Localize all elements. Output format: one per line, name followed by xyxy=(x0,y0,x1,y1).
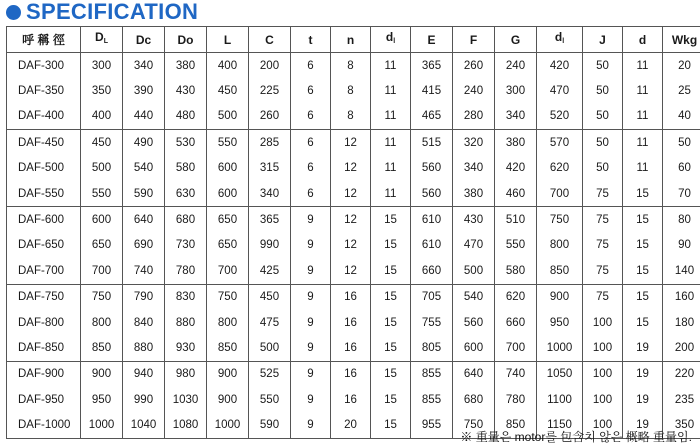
table-cell: 850 xyxy=(495,412,537,438)
table-cell: 470 xyxy=(537,78,583,103)
table-cell: 600 xyxy=(453,335,495,361)
table-cell: 620 xyxy=(495,284,537,310)
column-header xyxy=(331,27,371,53)
model-name-cell: DAF-350 xyxy=(7,78,81,103)
table-cell: 19 xyxy=(623,387,663,412)
table-cell: 420 xyxy=(537,53,583,79)
table-cell: 755 xyxy=(411,310,453,335)
table-row xyxy=(7,361,700,387)
table-cell: 1000 xyxy=(207,412,249,438)
table-cell: 15 xyxy=(371,387,411,412)
table-cell: 580 xyxy=(495,258,537,284)
column-header-label: F xyxy=(469,32,478,47)
table-cell: 60 xyxy=(663,156,700,181)
table-cell: 700 xyxy=(81,258,123,284)
table-cell: 550 xyxy=(495,233,537,258)
column-header xyxy=(583,27,623,53)
table-cell: 850 xyxy=(207,335,249,361)
table-cell: 9 xyxy=(291,412,331,438)
table-cell: 590 xyxy=(123,181,165,207)
column-header-subscript: l xyxy=(393,38,396,45)
table-cell: 855 xyxy=(411,361,453,387)
table-cell: 680 xyxy=(453,387,495,412)
table-cell: 430 xyxy=(165,78,207,103)
table-cell: 15 xyxy=(371,361,411,387)
table-cell: 75 xyxy=(583,233,623,258)
table-cell: 16 xyxy=(331,361,371,387)
table-cell: 300 xyxy=(81,53,123,79)
table-cell: 750 xyxy=(537,207,583,233)
table-cell: 15 xyxy=(371,258,411,284)
table-cell: 1000 xyxy=(537,335,583,361)
column-header xyxy=(123,27,165,53)
model-name-cell: DAF-650 xyxy=(7,233,81,258)
table-cell: 900 xyxy=(207,387,249,412)
table-cell: 75 xyxy=(583,181,623,207)
spec-title xyxy=(6,0,198,24)
column-header-subscript: L xyxy=(103,38,108,45)
column-header xyxy=(291,27,331,53)
table-cell: 880 xyxy=(165,310,207,335)
column-header-label: J xyxy=(599,32,606,47)
column-header-label: Dc xyxy=(135,32,152,47)
table-cell: 750 xyxy=(453,412,495,438)
table-cell: 560 xyxy=(411,156,453,181)
table-cell: 100 xyxy=(583,335,623,361)
table-row xyxy=(7,258,700,284)
table-cell: 12 xyxy=(331,130,371,156)
table-cell: 425 xyxy=(249,258,291,284)
table-cell: 200 xyxy=(249,53,291,79)
table-cell: 15 xyxy=(371,233,411,258)
column-header xyxy=(411,27,453,53)
table-cell: 12 xyxy=(331,181,371,207)
table-cell: 15 xyxy=(623,310,663,335)
table-cell: 340 xyxy=(453,156,495,181)
table-cell: 600 xyxy=(81,207,123,233)
table-cell: 11 xyxy=(623,78,663,103)
table-cell: 1030 xyxy=(165,387,207,412)
table-cell: 1040 xyxy=(123,412,165,438)
model-name-cell: DAF-1000 xyxy=(7,412,81,438)
table-row xyxy=(7,104,700,130)
table-cell: 15 xyxy=(623,258,663,284)
table-cell: 50 xyxy=(583,130,623,156)
table-cell: 180 xyxy=(663,310,700,335)
column-header-label: C xyxy=(265,32,274,47)
table-cell: 11 xyxy=(371,53,411,79)
table-cell: 9 xyxy=(291,310,331,335)
table-cell: 880 xyxy=(123,335,165,361)
table-cell: 490 xyxy=(123,130,165,156)
table-cell: 90 xyxy=(663,233,700,258)
table-cell: 640 xyxy=(123,207,165,233)
table-cell: 470 xyxy=(453,233,495,258)
table-cell: 11 xyxy=(371,78,411,103)
table-cell: 790 xyxy=(123,284,165,310)
table-cell: 50 xyxy=(583,53,623,79)
table-cell: 8 xyxy=(331,104,371,130)
table-cell: 730 xyxy=(165,233,207,258)
model-name-cell: DAF-550 xyxy=(7,181,81,207)
table-cell: 690 xyxy=(123,233,165,258)
table-row xyxy=(7,233,700,258)
model-name-cell: DAF-900 xyxy=(7,361,81,387)
table-cell: 11 xyxy=(623,156,663,181)
table-cell: 16 xyxy=(331,335,371,361)
table-cell: 1150 xyxy=(537,412,583,438)
table-row xyxy=(7,53,700,79)
table-cell: 450 xyxy=(207,78,249,103)
table-cell: 9 xyxy=(291,233,331,258)
page-title: SPECIFICATION xyxy=(26,0,199,24)
column-header-label: d xyxy=(554,30,563,44)
table-cell: 660 xyxy=(495,310,537,335)
model-name-cell: DAF-700 xyxy=(7,258,81,284)
table-cell: 660 xyxy=(411,258,453,284)
table-cell: 940 xyxy=(123,361,165,387)
table-cell: 12 xyxy=(331,258,371,284)
table-cell: 955 xyxy=(411,412,453,438)
model-name-cell: DAF-450 xyxy=(7,130,81,156)
table-cell: 285 xyxy=(249,130,291,156)
model-name-cell: DAF-600 xyxy=(7,207,81,233)
table-cell: 500 xyxy=(249,335,291,361)
table-cell: 500 xyxy=(81,156,123,181)
table-cell: 510 xyxy=(495,207,537,233)
table-cell: 15 xyxy=(371,284,411,310)
table-cell: 40 xyxy=(663,104,700,130)
column-header-label: n xyxy=(346,32,355,47)
table-cell: 1100 xyxy=(537,387,583,412)
table-cell: 600 xyxy=(207,181,249,207)
table-cell: 6 xyxy=(291,53,331,79)
table-row xyxy=(7,181,700,207)
model-name-cell: DAF-500 xyxy=(7,156,81,181)
table-cell: 980 xyxy=(165,361,207,387)
column-header-subscript: l xyxy=(562,38,565,45)
table-cell: 630 xyxy=(165,181,207,207)
table-cell: 9 xyxy=(291,387,331,412)
table-cell: 800 xyxy=(81,310,123,335)
table-cell: 580 xyxy=(165,156,207,181)
table-cell: 240 xyxy=(453,78,495,103)
table-cell: 15 xyxy=(623,284,663,310)
table-cell: 15 xyxy=(371,335,411,361)
column-header xyxy=(663,27,700,53)
table-cell: 11 xyxy=(371,156,411,181)
table-cell: 830 xyxy=(165,284,207,310)
column-header xyxy=(165,27,207,53)
table-cell: 365 xyxy=(249,207,291,233)
table-cell: 6 xyxy=(291,156,331,181)
table-cell: 11 xyxy=(623,53,663,79)
table-cell: 650 xyxy=(207,207,249,233)
table-cell: 225 xyxy=(249,78,291,103)
table-cell: 6 xyxy=(291,130,331,156)
table-cell: 9 xyxy=(291,335,331,361)
table-cell: 855 xyxy=(411,387,453,412)
column-header xyxy=(453,27,495,53)
table-cell: 15 xyxy=(623,207,663,233)
table-cell: 900 xyxy=(81,361,123,387)
table-cell: 640 xyxy=(453,361,495,387)
table-cell: 780 xyxy=(495,387,537,412)
table-cell: 450 xyxy=(249,284,291,310)
table-cell: 480 xyxy=(165,104,207,130)
table-cell: 50 xyxy=(583,104,623,130)
table-cell: 8 xyxy=(331,53,371,79)
column-header-nominal-diameter xyxy=(7,27,81,53)
table-cell: 75 xyxy=(583,284,623,310)
table-cell: 19 xyxy=(623,412,663,438)
table-cell: 11 xyxy=(371,181,411,207)
table-cell: 50 xyxy=(583,78,623,103)
table-cell: 240 xyxy=(495,53,537,79)
table-body xyxy=(7,53,700,439)
table-cell: 840 xyxy=(123,310,165,335)
table-cell: 700 xyxy=(495,335,537,361)
table-cell: 16 xyxy=(331,310,371,335)
table-cell: 16 xyxy=(331,284,371,310)
table-cell: 200 xyxy=(663,335,700,361)
table-cell: 11 xyxy=(371,130,411,156)
table-cell: 460 xyxy=(495,181,537,207)
table-cell: 590 xyxy=(249,412,291,438)
table-row xyxy=(7,207,700,233)
table-cell: 100 xyxy=(583,387,623,412)
table-cell: 15 xyxy=(623,233,663,258)
table-row xyxy=(7,387,700,412)
table-cell: 9 xyxy=(291,284,331,310)
table-cell: 805 xyxy=(411,335,453,361)
table-cell: 700 xyxy=(207,258,249,284)
table-cell: 220 xyxy=(663,361,700,387)
table-cell: 750 xyxy=(207,284,249,310)
table-cell: 9 xyxy=(291,361,331,387)
table-cell: 650 xyxy=(81,233,123,258)
model-name-cell: DAF-850 xyxy=(7,335,81,361)
table-cell: 9 xyxy=(291,258,331,284)
table-cell: 550 xyxy=(249,387,291,412)
column-header xyxy=(207,27,249,53)
table-cell: 705 xyxy=(411,284,453,310)
table-cell: 15 xyxy=(371,310,411,335)
table-cell: 950 xyxy=(81,387,123,412)
table-cell: 740 xyxy=(495,361,537,387)
table-cell: 500 xyxy=(453,258,495,284)
table-cell: 570 xyxy=(537,130,583,156)
table-header-row xyxy=(7,27,700,53)
table-row xyxy=(7,130,700,156)
table-cell: 550 xyxy=(81,181,123,207)
table-cell: 800 xyxy=(537,233,583,258)
model-name-cell: DAF-400 xyxy=(7,104,81,130)
table-cell: 380 xyxy=(165,53,207,79)
table-cell: 11 xyxy=(371,104,411,130)
table-row xyxy=(7,78,700,103)
table-cell: 11 xyxy=(623,104,663,130)
column-header xyxy=(495,27,537,53)
table-cell: 560 xyxy=(453,310,495,335)
table-cell: 750 xyxy=(81,284,123,310)
table-cell: 260 xyxy=(453,53,495,79)
table-cell: 50 xyxy=(663,130,700,156)
table-cell: 235 xyxy=(663,387,700,412)
table-cell: 900 xyxy=(207,361,249,387)
table-cell: 400 xyxy=(207,53,249,79)
column-header-label: E xyxy=(427,32,436,47)
table-cell: 6 xyxy=(291,181,331,207)
table-row xyxy=(7,284,700,310)
table-cell: 6 xyxy=(291,104,331,130)
table-cell: 550 xyxy=(207,130,249,156)
table-cell: 530 xyxy=(165,130,207,156)
column-header xyxy=(81,27,123,53)
table-cell: 430 xyxy=(453,207,495,233)
column-header xyxy=(371,27,411,53)
table-cell: 450 xyxy=(81,130,123,156)
table-cell: 475 xyxy=(249,310,291,335)
table-cell: 75 xyxy=(583,207,623,233)
table-cell: 850 xyxy=(81,335,123,361)
table-row xyxy=(7,156,700,181)
table-cell: 930 xyxy=(165,335,207,361)
table-cell: 440 xyxy=(123,104,165,130)
table-cell: 16 xyxy=(331,387,371,412)
table-cell: 1050 xyxy=(537,361,583,387)
column-header-label: 呼 稱 徑 xyxy=(22,32,65,47)
table-cell: 15 xyxy=(623,181,663,207)
table-cell: 19 xyxy=(623,361,663,387)
table-cell: 540 xyxy=(123,156,165,181)
table-cell: 600 xyxy=(207,156,249,181)
table-cell: 380 xyxy=(495,130,537,156)
table-cell: 850 xyxy=(537,258,583,284)
table-cell: 70 xyxy=(663,181,700,207)
table-cell: 400 xyxy=(81,104,123,130)
table-cell: 11 xyxy=(623,130,663,156)
table-cell: 100 xyxy=(583,412,623,438)
table-cell: 15 xyxy=(371,412,411,438)
table-cell: 520 xyxy=(537,104,583,130)
table-cell: 780 xyxy=(165,258,207,284)
table-cell: 740 xyxy=(123,258,165,284)
table-cell: 465 xyxy=(411,104,453,130)
table-cell: 260 xyxy=(249,104,291,130)
table-cell: 12 xyxy=(331,207,371,233)
table-cell: 315 xyxy=(249,156,291,181)
table-cell: 350 xyxy=(81,78,123,103)
table-cell: 680 xyxy=(165,207,207,233)
table-cell: 380 xyxy=(453,181,495,207)
table-cell: 650 xyxy=(207,233,249,258)
column-header-label: Wkg xyxy=(671,32,698,47)
table-cell: 25 xyxy=(663,78,700,103)
table-cell: 15 xyxy=(371,207,411,233)
table-cell: 365 xyxy=(411,53,453,79)
table-cell: 100 xyxy=(583,361,623,387)
model-name-cell: DAF-300 xyxy=(7,53,81,79)
table-cell: 19 xyxy=(623,335,663,361)
model-name-cell: DAF-800 xyxy=(7,310,81,335)
table-cell: 620 xyxy=(537,156,583,181)
model-name-cell: DAF-950 xyxy=(7,387,81,412)
table-cell: 280 xyxy=(453,104,495,130)
table-cell: 160 xyxy=(663,284,700,310)
table-cell: 20 xyxy=(663,53,700,79)
table-cell: 390 xyxy=(123,78,165,103)
table-cell: 415 xyxy=(411,78,453,103)
table-cell: 320 xyxy=(453,130,495,156)
table-cell: 340 xyxy=(495,104,537,130)
table-cell: 610 xyxy=(411,207,453,233)
table-cell: 12 xyxy=(331,156,371,181)
table-cell: 20 xyxy=(331,412,371,438)
table-cell: 900 xyxy=(537,284,583,310)
weight-note: ※ 重量은 motor를 包含치 않은 概略 重量임. xyxy=(460,430,692,444)
table-cell: 1080 xyxy=(165,412,207,438)
table-cell: 9 xyxy=(291,207,331,233)
column-header xyxy=(537,27,583,53)
column-header xyxy=(623,27,663,53)
table-cell: 350 xyxy=(663,412,700,438)
table-row xyxy=(7,335,700,361)
column-header-label: d xyxy=(385,30,394,44)
table-cell: 100 xyxy=(583,310,623,335)
table-cell: 990 xyxy=(123,387,165,412)
table-cell: 1000 xyxy=(81,412,123,438)
column-header-label: Do xyxy=(177,32,194,47)
table-cell: 12 xyxy=(331,233,371,258)
column-header-label: t xyxy=(308,32,313,47)
table-cell: 540 xyxy=(453,284,495,310)
table-cell: 340 xyxy=(123,53,165,79)
table-cell: 500 xyxy=(207,104,249,130)
table-cell: 8 xyxy=(331,78,371,103)
table-cell: 50 xyxy=(583,156,623,181)
table-cell: 300 xyxy=(495,78,537,103)
table-cell: 800 xyxy=(207,310,249,335)
table-cell: 420 xyxy=(495,156,537,181)
table-cell: 340 xyxy=(249,181,291,207)
spec-table xyxy=(6,26,700,439)
column-header-label: G xyxy=(510,32,521,47)
column-header-label: L xyxy=(223,32,232,47)
table-cell: 990 xyxy=(249,233,291,258)
column-header-label: D xyxy=(95,30,104,44)
table-cell: 700 xyxy=(537,181,583,207)
table-cell: 610 xyxy=(411,233,453,258)
column-header xyxy=(249,27,291,53)
table-cell: 6 xyxy=(291,78,331,103)
filled-circle-icon xyxy=(6,5,21,20)
table-cell: 515 xyxy=(411,130,453,156)
table-row xyxy=(7,310,700,335)
table-cell: 950 xyxy=(537,310,583,335)
table-cell: 140 xyxy=(663,258,700,284)
table-cell: 80 xyxy=(663,207,700,233)
table-cell: 560 xyxy=(411,181,453,207)
model-name-cell: DAF-750 xyxy=(7,284,81,310)
table-cell: 525 xyxy=(249,361,291,387)
table-cell: 75 xyxy=(583,258,623,284)
column-header-label: d xyxy=(638,32,647,47)
